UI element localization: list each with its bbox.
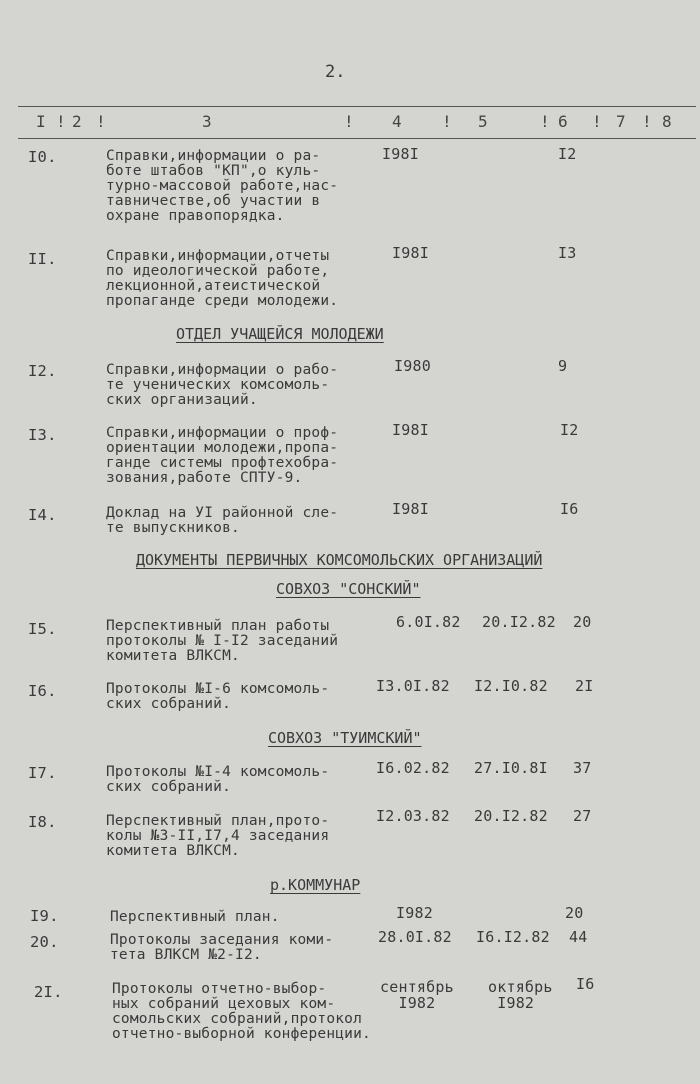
row-sheet-count: I6 bbox=[576, 975, 595, 993]
row-title-line: колы №3-II,I7,4 заседания bbox=[106, 828, 330, 844]
column-header-cell: 5 bbox=[478, 112, 488, 131]
column-header-cell: ! bbox=[344, 112, 354, 131]
row-sheet-count: 44 bbox=[569, 928, 588, 946]
column-header-cell: I bbox=[36, 112, 46, 131]
column-header-cell: 2 bbox=[72, 112, 82, 131]
row-number: 2I. bbox=[34, 983, 63, 1001]
row-number: I2. bbox=[28, 362, 57, 380]
row-date-end: 27.I0.8I bbox=[474, 759, 548, 777]
row-title-line: Справки,информации,отчеты bbox=[106, 248, 330, 264]
row-title-line: Протоколы заседания коми- bbox=[110, 932, 334, 948]
row-title-line: Перспективный план. bbox=[110, 909, 280, 925]
row-title-line: боте штабов "КП",о куль- bbox=[106, 163, 321, 179]
row-title-line: ных собраний цеховых ком- bbox=[112, 996, 336, 1012]
row-sheet-count: 37 bbox=[573, 759, 592, 777]
column-header-cell: 7 bbox=[616, 112, 626, 131]
row-date-end: октябрь I982 bbox=[488, 978, 553, 1012]
row-title-line: те выпускников. bbox=[106, 520, 240, 536]
column-header-cell: ! bbox=[442, 112, 452, 131]
row-title-line: ориентации молодежи,пропа- bbox=[106, 440, 339, 456]
row-title-line: ских собраний. bbox=[106, 696, 232, 712]
row-sheet-count: 27 bbox=[573, 807, 592, 825]
section-heading: СОВХОЗ "СОНСКИЙ" bbox=[276, 580, 421, 598]
row-date-start: I98I bbox=[382, 145, 419, 163]
column-header-cell: ! bbox=[540, 112, 550, 131]
row-number: II. bbox=[28, 250, 57, 268]
row-title-line: ских организаций. bbox=[106, 392, 258, 408]
row-title-line: протоколы № I-I2 заседаний bbox=[106, 633, 339, 649]
row-number: I8. bbox=[28, 813, 57, 831]
row-number: I7. bbox=[28, 764, 57, 782]
section-heading: ДОКУМЕНТЫ ПЕРВИЧНЫХ КОМСОМОЛЬСКИХ ОРГАНИЗАЦИЙ bbox=[136, 551, 543, 569]
row-number: I4. bbox=[28, 506, 57, 524]
column-header-cell: 4 bbox=[392, 112, 402, 131]
row-title-line: Справки,информации о проф- bbox=[106, 425, 339, 441]
row-number: I6. bbox=[28, 682, 57, 700]
row-title-line: пропаганде среди молодежи. bbox=[106, 293, 339, 309]
row-title-line: Справки,информации о рабо- bbox=[106, 362, 339, 378]
row-sheet-count: I3 bbox=[558, 244, 577, 262]
row-title-line: лекционной,атеистической bbox=[106, 278, 321, 294]
row-title-line: комитета ВЛКСМ. bbox=[106, 843, 240, 859]
row-number: I9. bbox=[30, 907, 59, 925]
row-title-line: Протоколы №I-4 комсомоль- bbox=[106, 764, 330, 780]
row-title-line: сомольских собраний,протокол bbox=[112, 1011, 363, 1027]
row-title-line: Доклад на УI районной сле- bbox=[106, 505, 339, 521]
row-sheet-count: 9 bbox=[558, 357, 568, 375]
column-header-cell: ! bbox=[592, 112, 602, 131]
table-top-rule bbox=[18, 106, 696, 107]
row-number: 20. bbox=[30, 933, 59, 951]
row-date-start: I982 bbox=[396, 904, 433, 922]
table-header-rule bbox=[18, 138, 696, 139]
row-date-start: I98I bbox=[392, 244, 429, 262]
row-title-line: Протоколы №I-6 комсомоль- bbox=[106, 681, 330, 697]
row-date-start: I980 bbox=[394, 357, 431, 375]
row-date-start: I98I bbox=[392, 500, 429, 518]
row-sheet-count: 2I bbox=[575, 677, 594, 695]
row-date-start: I3.0I.82 bbox=[376, 677, 450, 695]
row-title-line: те ученических комсомоль- bbox=[106, 377, 330, 393]
row-title-line: Протоколы отчетно-выбор- bbox=[112, 981, 327, 997]
row-number: I0. bbox=[28, 148, 57, 166]
row-date-end: I2.I0.82 bbox=[474, 677, 548, 695]
column-header-row bbox=[0, 112, 700, 136]
row-title-line: ских собраний. bbox=[106, 779, 232, 795]
row-date-start: сентябрь I982 bbox=[380, 978, 454, 1012]
row-sheet-count: I2 bbox=[560, 421, 579, 439]
column-header-cell: 8 bbox=[662, 112, 672, 131]
row-number: I3. bbox=[28, 426, 57, 444]
row-sheet-count: 20 bbox=[573, 613, 592, 631]
column-header-cell: 3 bbox=[202, 112, 212, 131]
row-sheet-count: I2 bbox=[558, 145, 577, 163]
column-header-cell: 6 bbox=[558, 112, 568, 131]
row-title-line: тавничестве,об участии в bbox=[106, 193, 321, 209]
section-heading: СОВХОЗ "ТУИМСКИЙ" bbox=[268, 729, 422, 747]
row-sheet-count: 20 bbox=[565, 904, 584, 922]
section-heading: ОТДЕЛ УЧАЩЕЙСЯ МОЛОДЕЖИ bbox=[176, 325, 384, 343]
row-title-line: по идеологической работе, bbox=[106, 263, 330, 279]
column-header-cell: ! bbox=[56, 112, 66, 131]
row-date-end: I6.I2.82 bbox=[476, 928, 550, 946]
row-number: I5. bbox=[28, 620, 57, 638]
row-title-line: комитета ВЛКСМ. bbox=[106, 648, 240, 664]
row-date-start: I2.03.82 bbox=[376, 807, 450, 825]
section-heading: р.КОММУНАР bbox=[270, 876, 361, 894]
row-title-line: отчетно-выборной конференции. bbox=[112, 1026, 371, 1042]
row-title-line: Перспективный план,прото- bbox=[106, 813, 330, 829]
row-title-line: Перспективный план работы bbox=[106, 618, 330, 634]
column-header-cell: ! bbox=[642, 112, 652, 131]
row-title-line: охране правопорядка. bbox=[106, 208, 285, 224]
row-date-start: 28.0I.82 bbox=[378, 928, 452, 946]
row-title-line: тета ВЛКСМ №2-I2. bbox=[110, 947, 262, 963]
row-date-end: 20.I2.82 bbox=[474, 807, 548, 825]
row-title-line: ганде системы профтехобра- bbox=[106, 455, 339, 471]
row-title-line: Справки,информации о ра- bbox=[106, 148, 321, 164]
row-title-line: зования,работе СПТУ-9. bbox=[106, 470, 303, 486]
row-date-start: I6.02.82 bbox=[376, 759, 450, 777]
row-title-line: турно-массовой работе,нас- bbox=[106, 178, 339, 194]
row-date-start: I98I bbox=[392, 421, 429, 439]
row-date-start: 6.0I.82 bbox=[396, 613, 461, 631]
row-date-end: 20.I2.82 bbox=[482, 613, 556, 631]
column-header-cell: ! bbox=[96, 112, 106, 131]
row-sheet-count: I6 bbox=[560, 500, 579, 518]
page-number: 2. bbox=[325, 62, 346, 82]
